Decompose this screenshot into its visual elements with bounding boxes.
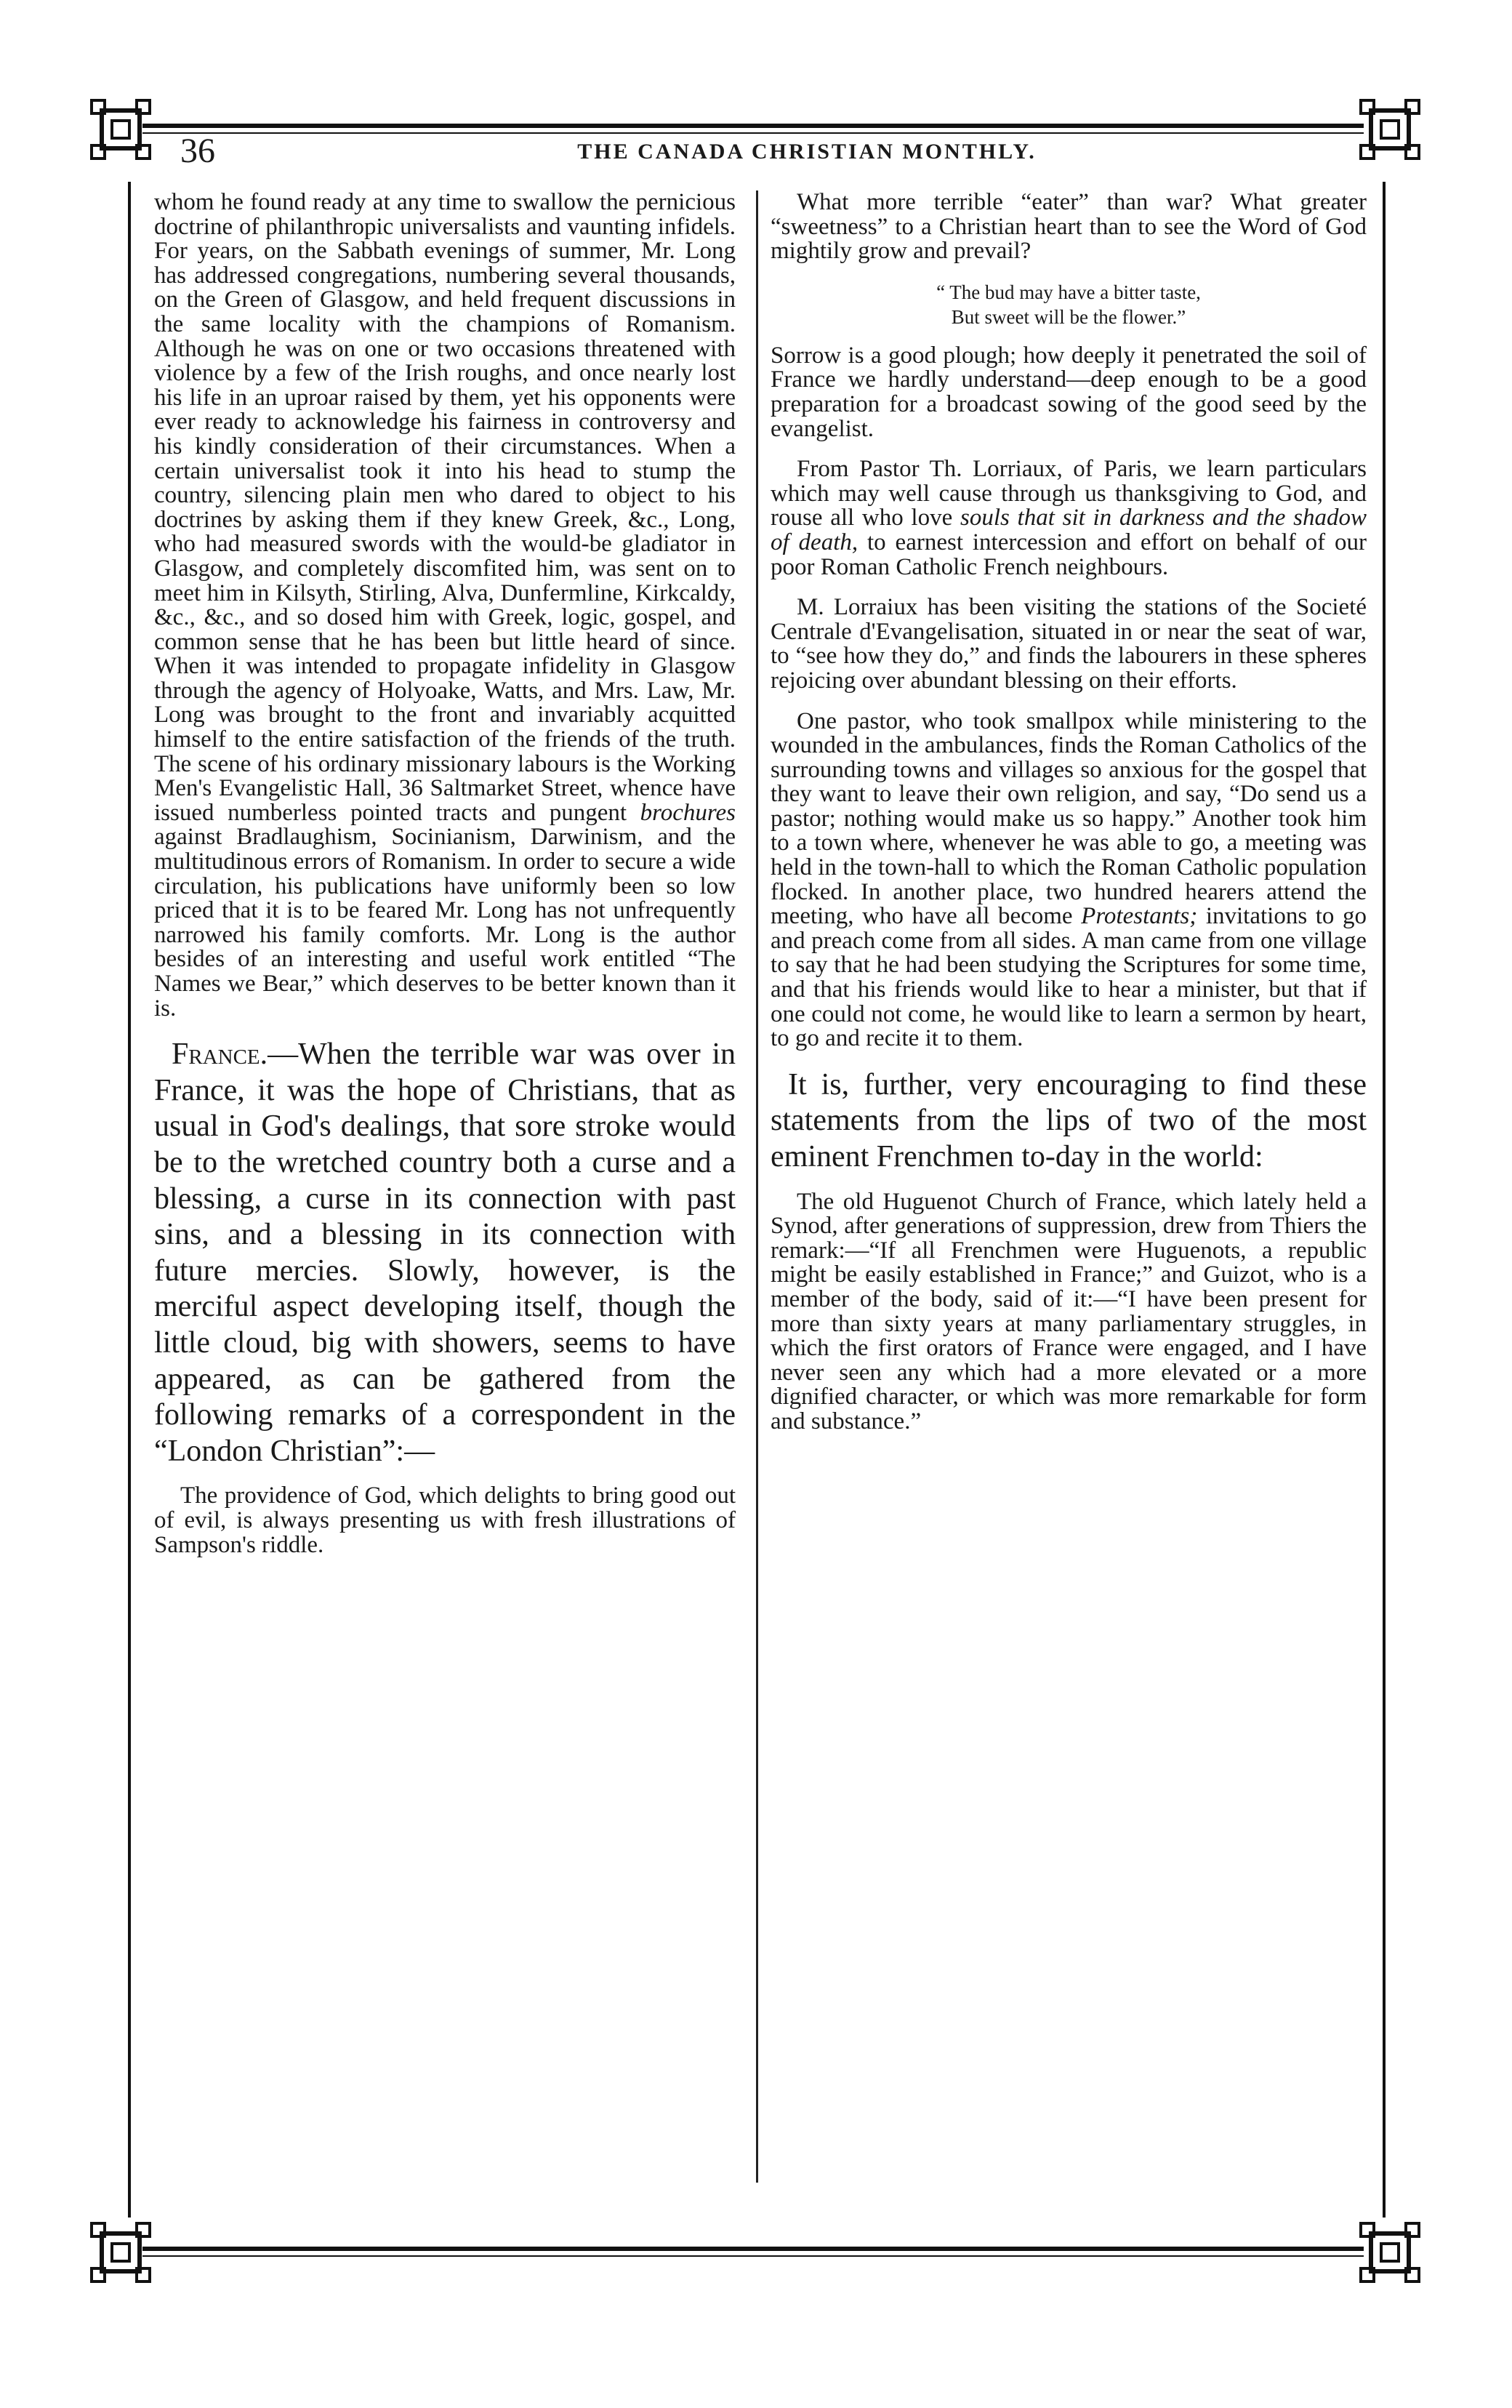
italic-text: Protestants;	[1081, 903, 1198, 930]
paragraph-text: One pastor, who took smallpox while ministering to the wounded in the ambulances, finds the Roman Catholics of the surrounding towns and villages so anxious for the gospel that they want to leave their own religion, and say, “Do send us a pastor; nothing would make us so happy.” Another took him to a town where, whenever he was able to go, a meeting was held in the town-hall to which the Roman Catholic population flocked. In another place, two hundred hearers attend the meeting, who have all become	[771, 707, 1367, 930]
verse-quote	[771, 280, 1367, 329]
paragraph-text: whom he found ready at any time to swallow the pernicious doctrine of philanthropic universalists and vaunting infidels. For years, on the Sabbath evenings of summer, Mr. Long has addressed congregations, numbering several thousands, on the Green of Glasgow, and held frequent discussions in the same locality with the champions of Romanism. Although he was on one or two occasions threatened with violence by a few of the Irish roughs, and once nearly lost his life in an uproar raised by them, yet his opponents were ever ready to acknowledge his fairness in controversy and his kindly consideration of their circumstances. When a certain universalist took it into his head to stump the country, silencing plain men who dared to object to his doctrines by asking them if they knew Greek, &c., Long, who had measured swords with the would-be gladiator in Glasgow, and completely discomfited him, was sent on to meet him in Kilsyth, Stirling, Alva, Dunfermline, Kirkcaldy, &c., &c., and so dosed him with Greek, logic, gospel, and common sense that he has been but little heard of since. When it was intended to propagate infidelity in Glasgow through the agency of Holyoake, Watts, and Mrs. Law, Mr. Long was brought to the front and invariably acquitted himself to the entire satisfaction of the friends of the truth. The scene of his ordinary missionary labours is the Working Men's Evangelistic Hall, 36 Saltmarket Street, whence have issued numberless pointed tracts and pungent	[154, 189, 736, 826]
right-border-rule	[1383, 182, 1386, 2218]
italic-text: souls that sit in darkness and the shadow of death,	[771, 505, 1367, 555]
column-divider	[756, 190, 758, 2183]
ornamental-corner-icon	[1355, 2218, 1425, 2287]
section-heading: France.	[172, 1038, 268, 1072]
paragraph: What more terrible “eater” than war? What greater “sweetness” to a Christian heart than to see the Word of God mightily grow and prevail?	[771, 189, 1367, 265]
bottom-border-rule	[142, 2247, 1364, 2251]
page-number: 36	[180, 132, 215, 170]
paragraph: The old Huguenot Church of France, which lately held a Synod, after generations of suppression, drew from Thiers the remark:—“If all Frenchmen were Huguenots, a republic might be easily established in France;” and Guizot, who is a member of the body, said of it:—“I have been present for more than sixty years at many parliamentary struggles, in which the first orators of France were engaged, and I have never seen any which had a more elevated or a more dignified character, or which was more remarkable for form and substance.”	[771, 1188, 1367, 1434]
paragraph: Sorrow is a good plough; how deeply it penetrated the soil of France we hardly understand—deep enough to be a good preparation for a broadcast sowing of the good seed by the evangelist.	[771, 342, 1367, 442]
paragraph-text: to earnest intercession and effort on behalf of our poor Roman Catholic French neighbours.	[771, 529, 1367, 580]
left-border-rule	[128, 182, 131, 2218]
ornamental-corner-icon	[86, 95, 156, 164]
top-border-rule	[142, 124, 1364, 128]
paragraph	[154, 190, 736, 1021]
paragraph-text: —When the terrible war was over in France, it was the hope of Christians, that as usual in God's dealings, that sore stroke would be to the wretched country both a curse and a blessing, a curse in its connection with past sins, and a blessing in its connection with future mercies. Slowly, however, is the merciful aspect developing itself, though the little cloud, big with showers, seems to have appeared, as can be gathered from the following remarks of a correspondent in the “London Christian”:—	[154, 1038, 736, 1468]
running-head: THE CANADA CHRISTIAN MONTHLY.	[577, 140, 1037, 164]
top-border-rule-thin	[142, 132, 1364, 134]
paragraph	[771, 707, 1367, 1052]
paragraph-text: invitations to go and preach come from all sides. A man came from one village to say that he had been studying the Scriptures for some time, and that his friends would like to hear a minister, but that if one could not come, he would like to learn a sermon by heart, to go and recite it to them.	[771, 903, 1367, 1052]
paragraph	[771, 457, 1367, 579]
left-column	[154, 190, 736, 1573]
paragraph: The providence of God, which delights to bring good out of evil, is always presenting us with fresh illustrations of Sampson's riddle.	[154, 1482, 736, 1558]
italic-text: brochures	[640, 799, 736, 826]
ornamental-corner-icon	[86, 2218, 156, 2287]
ornamental-corner-icon	[1355, 95, 1425, 164]
paragraph-large: It is, further, very encouraging to find these statements from the lips of two of the most eminent Frenchmen to-day in the world:	[771, 1067, 1367, 1173]
verse-line: “ The bud may have a bitter taste,	[936, 281, 1201, 303]
verse-line: But sweet will be the flower.”	[951, 305, 1186, 328]
right-column	[771, 190, 1367, 1450]
paragraph-text: against Bradlaughism, Socinianism, Darwinism, and the multitudinous errors of Romanism. In order to secure a wide circulation, his publications have uniformly been so low priced that it is to be feared Mr. Long has not unfrequently narrowed his family comforts. Mr. Long is the author besides of an interesting and useful work entitled “The Names we Bear,” which deserves to be better known than it is.	[154, 824, 736, 1022]
paragraph: M. Lorraiux has been visiting the stations of the Societé Centrale d'Evangelisation, situated in or near the seat of war, to “see how they do,” and finds the labourers in these spheres rejoicing over abundant blessing on their efforts.	[771, 594, 1367, 694]
bottom-border-rule-thin	[142, 2255, 1364, 2257]
paragraph-text: From Pastor Th. Lorriaux, of Paris, we learn particulars which may well cause through us thanksgiving to God, and rouse all who love	[771, 456, 1367, 531]
france-section	[154, 1037, 736, 1469]
